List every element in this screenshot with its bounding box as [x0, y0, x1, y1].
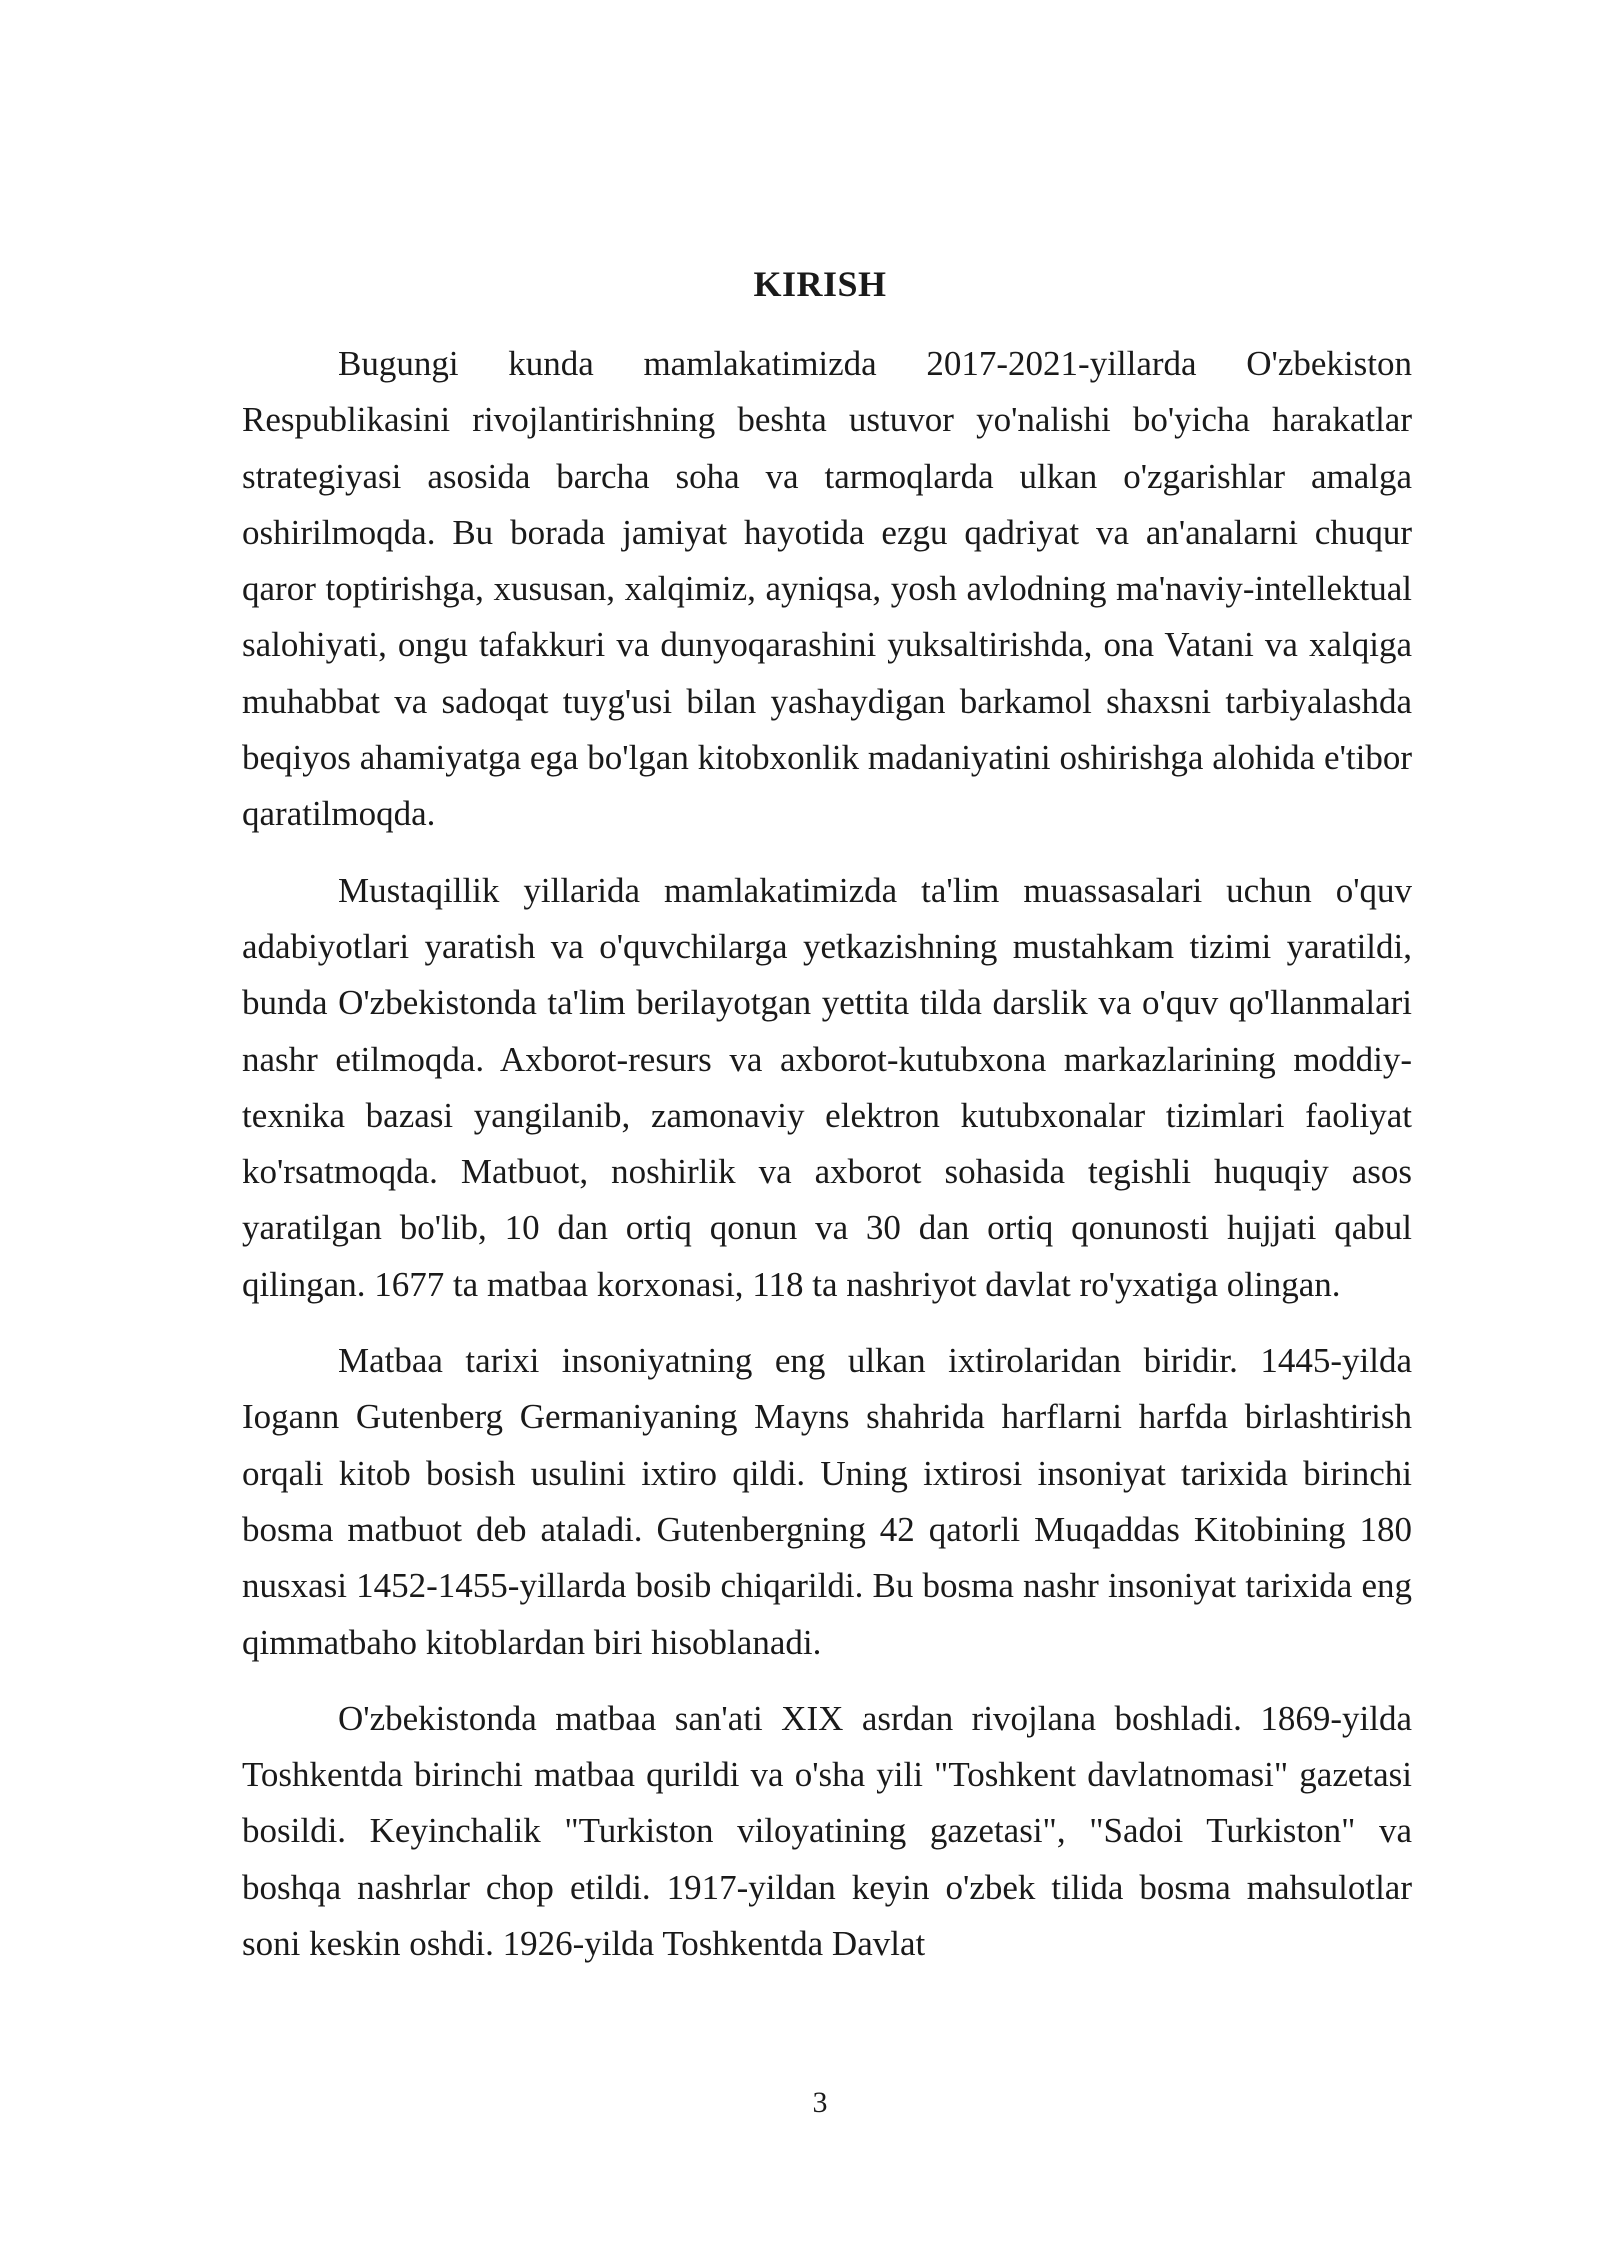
paragraph-2: Mustaqillik yillarida mamlakatimizda ta'lim muassasalari uchun o'quv adabiyotlari yaratish va o'quvchilarga yetkazishning mustahkam tizimi yaratildi, bunda O'zbekistonda ta'lim berilayotgan yettita tilda darslik va o'quv qo'llanmalari nashr etilmoqda. Axborot-resurs va axborot-kutubxona markazlarining moddiy-texnika bazasi yangilanib, zamonaviy elektron kutubxonalar tizimlari faoliyat ko'rsatmoqda. Matbuot, noshirlik va axborot sohasida tegishli huquqiy asos yaratilgan bo'lib, 10 dan ortiq qonun va 30 dan ortiq qonunosti hujjati qabul qilingan. 1677 ta matbaa korxonasi, 118 ta nashriyot davlat ro'yxatiga olingan. — [242, 870, 1412, 1304]
paragraph-1: Bugungi kunda mamlakatimizda 2017-2021-yillarda O'zbekiston Respublikasini rivojlantirishning beshta ustuvor yo'nalishi bo'yicha harakatlar strategiyasi asosida barcha soha va tarmoqlarda ulkan o'zgarishlar amalga oshirilmoqda. Bu borada jamiyat hayotida ezgu qadriyat va an'analarni chuqur qaror toptirishga, xususan, xalqimiz, ayniqsa, yosh avlodning ma'naviy-intellektual salohiyati, ongu tafakkuri va dunyoqarashini yuksaltirishda, ona Vatani va xalqiga muhabbat va sadoqat tuyg'usi bilan yashaydigan barkamol shaxsni tarbiyalashda beqiyos ahamiyatga ega bo'lgan kitobxonlik madaniyatini oshirishga alohida e'tibor qaratilmoqda. — [242, 344, 1412, 834]
paragraph-3: Matbaa tarixi insoniyatning eng ulkan ixtirolaridan biridir. 1445-yilda Iogann Gutenberg Germaniyaning Mayns shahrida harflarni harfda birlashtirish orqali kitob bosish usulini ixtiro qildi. Uning ixtirosi insoniyat tarixida birinchi bosma matbuot deb ataladi. Gutenbergning 42 qatorli Muqaddas Kitobining 180 nusxasi 1452-1455-yillarda bosib chiqarildi. Bu bosma nashr insoniyat tarixida eng qimmatbaho kitoblardan biri hisoblanadi. — [242, 1341, 1412, 1662]
body-text — [242, 336, 1412, 1992]
paragraph-4: O'zbekistonda matbaa san'ati XIX asrdan rivojlana boshladi. 1869-yilda Toshkentda birinchi matbaa qurildi va o'sha yili "Toshkent davlatnomasi" gazetasi bosildi. Keyinchalik "Turkiston viloyatining gazetasi", "Sadoi Turkiston" va boshqa nashrlar chop etildi. 1917-yildan keyin o'zbek tilida bosma mahsulotlar soni keskin oshdi. 1926-yilda Toshkentda Davlat — [242, 1698, 1412, 1964]
section-title: KIRISH — [753, 264, 887, 304]
page-number: 3 — [812, 2086, 828, 2119]
